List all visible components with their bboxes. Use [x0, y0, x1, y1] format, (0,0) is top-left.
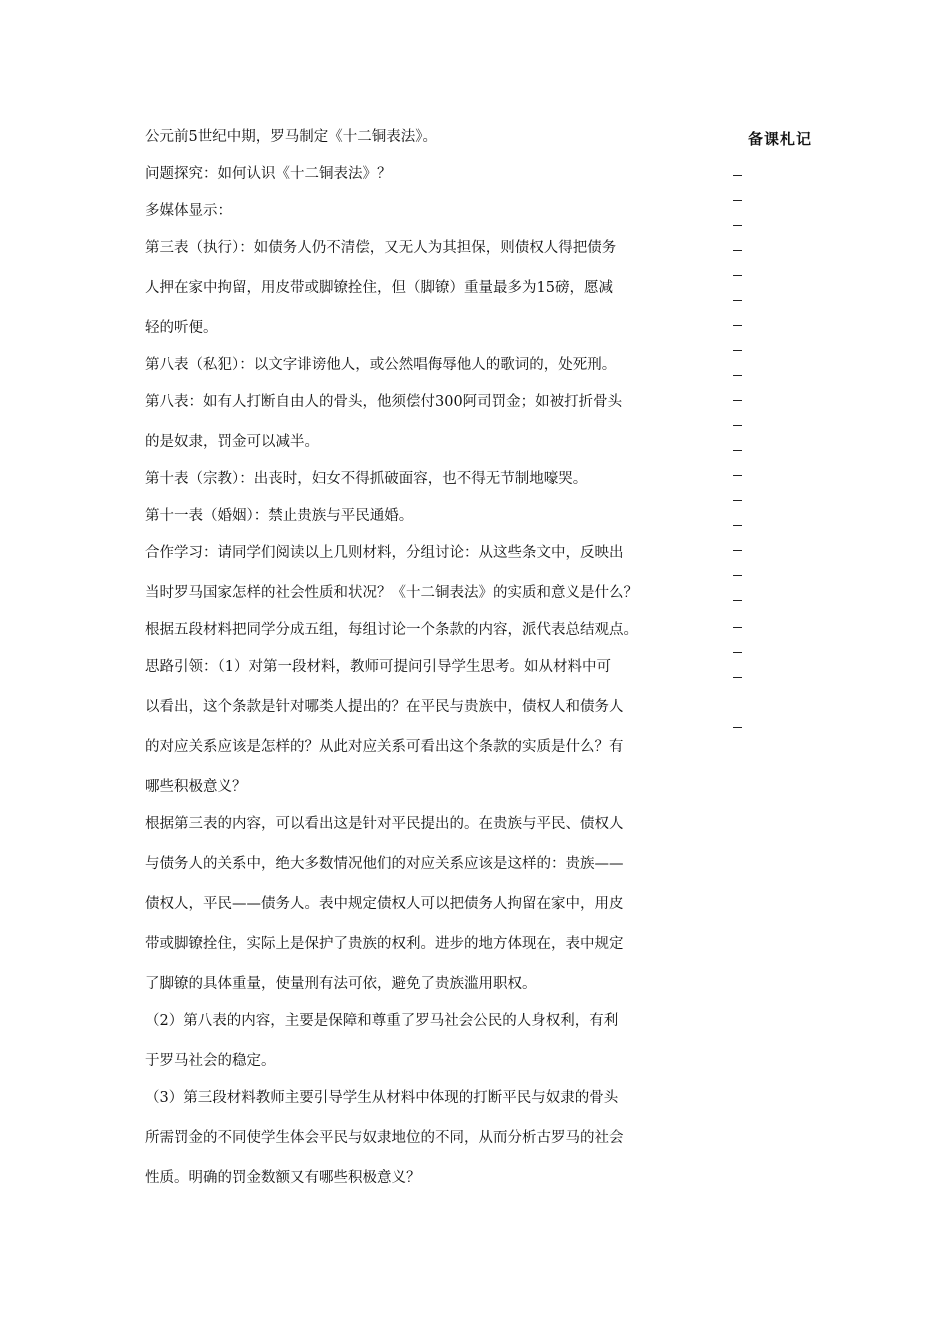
text-line: 的对应关系应该是怎样的？从此对应关系可看出这个条款的实质是什么？有	[145, 739, 624, 755]
text-line: 多媒体显示：	[145, 203, 232, 219]
note-line	[733, 300, 742, 301]
text-line: 哪些积极意义？	[145, 779, 247, 795]
note-line	[733, 175, 742, 176]
note-line	[733, 677, 742, 678]
text-line: 人押在家中拘留，用皮带或脚镣拴住，但（脚镣）重量最多为15磅，愿减	[145, 280, 613, 296]
text-line: 带或脚镣拴住，实际上是保护了贵族的权利。进步的地方体现在，表中规定	[145, 936, 624, 952]
note-line	[733, 525, 742, 526]
note-line	[733, 575, 742, 576]
text-line: 当时罗马国家怎样的社会性质和状况？《十二铜表法》的实质和意义是什么？	[145, 585, 638, 601]
note-line	[733, 375, 742, 376]
note-line	[733, 627, 742, 628]
text-line: （2）第八表的内容，主要是保障和尊重了罗马社会公民的人身权利，有利	[145, 1013, 619, 1029]
text-line: 性质。明确的罚金数额又有哪些积极意义？	[145, 1170, 421, 1186]
text-line: 公元前5世纪中期，罗马制定《十二铜表法》。	[145, 129, 437, 145]
text-line: 第十一表（婚姻）：禁止贵族与平民通婚。	[145, 508, 414, 524]
note-line	[733, 450, 742, 451]
text-line: 第十表（宗教）：出丧时，妇女不得抓破面容，也不得无节制地嚎哭。	[145, 471, 588, 487]
text-line: 以看出，这个条款是针对哪类人提出的？在平民与贵族中，债权人和债务人	[145, 699, 624, 715]
main-text-column	[145, 124, 710, 1205]
note-line	[733, 475, 742, 476]
text-line: （3）第三段材料教师主要引导学生从材料中体现的打断平民与奴隶的骨头	[145, 1090, 619, 1106]
note-line	[733, 400, 742, 401]
text-line: 根据五段材料把同学分成五组，每组讨论一个条款的内容，派代表总结观点。	[145, 622, 638, 638]
note-line	[733, 275, 742, 276]
text-line: 根据第三表的内容，可以看出这是针对平民提出的。在贵族与平民、债权人	[145, 816, 624, 832]
text-line: 第八表（私犯）：以文字诽谤他人，或公然唱侮辱他人的歌词的，处死刑。	[145, 357, 617, 373]
text-line: 的是奴隶，罚金可以减半。	[145, 434, 319, 450]
text-line: 问题探究：如何认识《十二铜表法》？	[145, 166, 392, 182]
note-line	[733, 225, 742, 226]
note-line	[733, 200, 742, 201]
note-line	[733, 500, 742, 501]
text-line: 于罗马社会的稳定。	[145, 1053, 276, 1069]
note-line	[733, 727, 742, 728]
note-line	[733, 652, 742, 653]
sidebar-notes-title: 备课札记	[748, 130, 813, 148]
note-line	[733, 350, 742, 351]
text-line: 第三表（执行）：如债务人仍不清偿，又无人为其担保，则债权人得把债务	[145, 240, 617, 256]
text-line: 第八表：如有人打断自由人的骨头，他须偿付300阿司罚金；如被打折骨头	[145, 394, 623, 410]
note-line	[733, 250, 742, 251]
note-line	[733, 425, 742, 426]
text-line: 思路引领：（1）对第一段材料，教师可提问引导学生思考。如从材料中可	[145, 659, 611, 675]
text-line: 合作学习：请同学们阅读以上几则材料，分组讨论：从这些条文中，反映出	[145, 545, 624, 561]
text-line: 了脚镣的具体重量，使量刑有法可依，避免了贵族滥用职权。	[145, 976, 537, 992]
note-line	[733, 600, 742, 601]
text-line: 所需罚金的不同使学生体会平民与奴隶地位的不同，从而分析古罗马的社会	[145, 1130, 624, 1146]
text-line: 债权人，平民——债务人。表中规定债权人可以把债务人拘留在家中，用皮	[145, 896, 624, 912]
note-line	[733, 550, 742, 551]
note-line	[733, 325, 742, 326]
text-line: 轻的听便。	[145, 320, 218, 336]
text-line: 与债务人的关系中，绝大多数情况他们的对应关系应该是这样的：贵族——	[145, 856, 624, 872]
